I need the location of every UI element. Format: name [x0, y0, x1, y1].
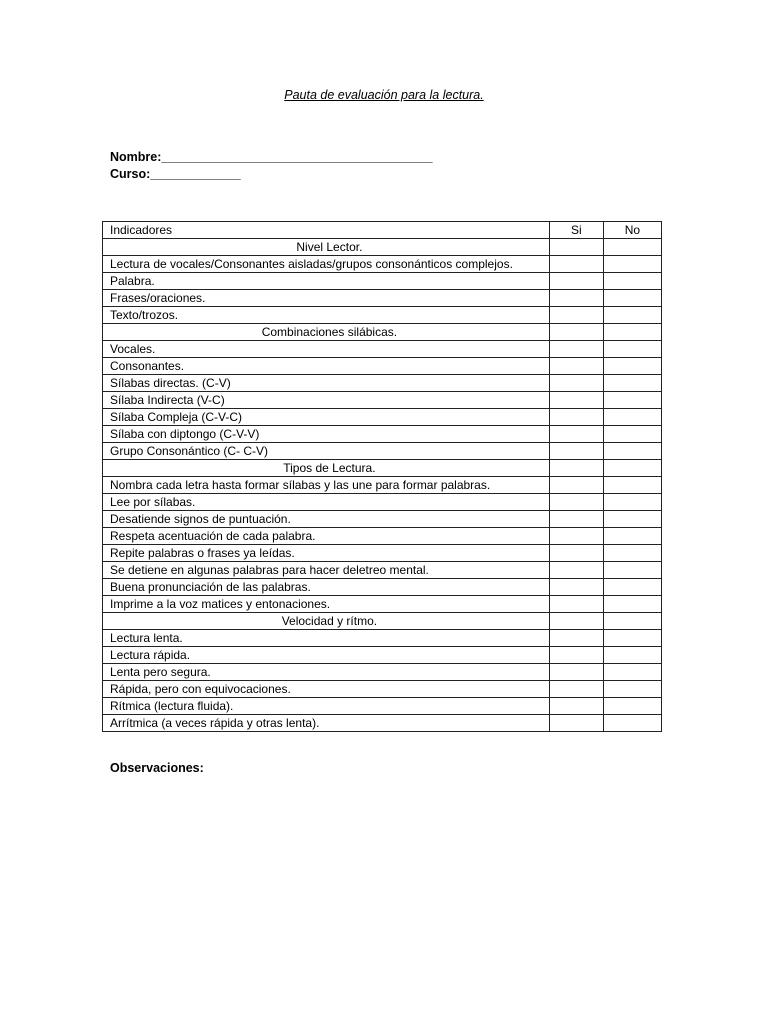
table-row: [103, 375, 662, 392]
yes-checkbox-cell[interactable]: [549, 443, 603, 460]
course-field[interactable]: Curso:_____________: [110, 167, 241, 181]
yes-checkbox-cell[interactable]: [549, 409, 603, 426]
table-row: [103, 579, 662, 596]
observations-label: Observaciones:: [110, 761, 204, 775]
indicator-label: Lenta pero segura.: [103, 664, 550, 681]
no-checkbox-cell[interactable]: [603, 528, 661, 545]
indicator-label: Se detiene en algunas palabras para hacer deletreo mental.: [103, 562, 550, 579]
indicator-label: Lectura rápida.: [103, 647, 550, 664]
yes-checkbox-cell[interactable]: [549, 341, 603, 358]
no-checkbox-cell[interactable]: [603, 392, 661, 409]
section-heading: Nivel Lector.: [103, 239, 550, 256]
indicator-label: Nombra cada letra hasta formar sílabas y las une para formar palabras.: [103, 477, 550, 494]
table-row: [103, 443, 662, 460]
yes-checkbox-cell[interactable]: [549, 375, 603, 392]
table-row: [103, 426, 662, 443]
table-row: [103, 511, 662, 528]
indicator-label: Consonantes.: [103, 358, 550, 375]
header-no: No: [603, 222, 661, 239]
yes-checkbox-cell[interactable]: [549, 698, 603, 715]
table-section-row: [103, 324, 662, 341]
yes-checkbox-cell[interactable]: [549, 545, 603, 562]
yes-checkbox-cell[interactable]: [549, 647, 603, 664]
yes-checkbox-cell[interactable]: [549, 256, 603, 273]
table-row: [103, 647, 662, 664]
table-section-row: [103, 239, 662, 256]
name-field[interactable]: Nombre:_______________________________________: [110, 150, 433, 164]
no-checkbox-cell[interactable]: [603, 596, 661, 613]
yes-checkbox-cell: [549, 239, 603, 256]
no-checkbox-cell[interactable]: [603, 630, 661, 647]
yes-checkbox-cell[interactable]: [549, 664, 603, 681]
no-checkbox-cell[interactable]: [603, 579, 661, 596]
yes-checkbox-cell[interactable]: [549, 392, 603, 409]
table-row: [103, 477, 662, 494]
indicator-label: Vocales.: [103, 341, 550, 358]
yes-checkbox-cell: [549, 460, 603, 477]
yes-checkbox-cell[interactable]: [549, 358, 603, 375]
no-checkbox-cell[interactable]: [603, 511, 661, 528]
indicator-label: Respeta acentuación de cada palabra.: [103, 528, 550, 545]
yes-checkbox-cell[interactable]: [549, 596, 603, 613]
yes-checkbox-cell[interactable]: [549, 715, 603, 732]
indicator-label: Lee por sílabas.: [103, 494, 550, 511]
no-checkbox-cell: [603, 324, 661, 341]
no-checkbox-cell[interactable]: [603, 494, 661, 511]
indicator-label: Grupo Consonántico (C- C-V): [103, 443, 550, 460]
yes-checkbox-cell[interactable]: [549, 528, 603, 545]
header-yes: Si: [549, 222, 603, 239]
no-checkbox-cell[interactable]: [603, 307, 661, 324]
no-checkbox-cell[interactable]: [603, 341, 661, 358]
table-row: [103, 596, 662, 613]
no-checkbox-cell[interactable]: [603, 426, 661, 443]
indicator-label: Imprime a la voz matices y entonaciones.: [103, 596, 550, 613]
no-checkbox-cell[interactable]: [603, 273, 661, 290]
no-checkbox-cell: [603, 239, 661, 256]
table-row: [103, 358, 662, 375]
header-indicators: Indicadores: [103, 222, 550, 239]
no-checkbox-cell[interactable]: [603, 477, 661, 494]
table-row: [103, 545, 662, 562]
no-checkbox-cell[interactable]: [603, 375, 661, 392]
table-row: [103, 409, 662, 426]
no-checkbox-cell[interactable]: [603, 290, 661, 307]
table-row: [103, 664, 662, 681]
no-checkbox-cell[interactable]: [603, 698, 661, 715]
table-row: [103, 528, 662, 545]
table-row: [103, 341, 662, 358]
indicator-label: Sílaba con diptongo (C-V-V): [103, 426, 550, 443]
indicator-label: Rítmica (lectura fluida).: [103, 698, 550, 715]
section-heading: Velocidad y rítmo.: [103, 613, 550, 630]
yes-checkbox-cell[interactable]: [549, 511, 603, 528]
yes-checkbox-cell[interactable]: [549, 426, 603, 443]
table-row: [103, 698, 662, 715]
indicator-label: Desatiende signos de puntuación.: [103, 511, 550, 528]
table-header-row: [103, 222, 662, 239]
indicator-label: Frases/oraciones.: [103, 290, 550, 307]
no-checkbox-cell[interactable]: [603, 664, 661, 681]
yes-checkbox-cell[interactable]: [549, 273, 603, 290]
no-checkbox-cell[interactable]: [603, 409, 661, 426]
section-heading: Combinaciones silábicas.: [103, 324, 550, 341]
no-checkbox-cell[interactable]: [603, 358, 661, 375]
table-row: [103, 562, 662, 579]
yes-checkbox-cell[interactable]: [549, 477, 603, 494]
table-row: [103, 630, 662, 647]
yes-checkbox-cell[interactable]: [549, 562, 603, 579]
evaluation-table: [102, 221, 662, 732]
indicator-label: Sílaba Compleja (C-V-C): [103, 409, 550, 426]
indicator-label: Arrítmica (a veces rápida y otras lenta).: [103, 715, 550, 732]
indicator-label: Sílabas directas. (C-V): [103, 375, 550, 392]
table-row: [103, 392, 662, 409]
yes-checkbox-cell[interactable]: [549, 630, 603, 647]
table-row: [103, 307, 662, 324]
table-row: [103, 256, 662, 273]
table-row: [103, 290, 662, 307]
table-section-row: [103, 613, 662, 630]
no-checkbox-cell[interactable]: [603, 647, 661, 664]
yes-checkbox-cell[interactable]: [549, 307, 603, 324]
yes-checkbox-cell: [549, 613, 603, 630]
no-checkbox-cell[interactable]: [603, 256, 661, 273]
table-row: [103, 715, 662, 732]
table-row: [103, 273, 662, 290]
yes-checkbox-cell: [549, 324, 603, 341]
indicator-label: Lectura de vocales/Consonantes aisladas/grupos consonánticos complejos.: [103, 256, 550, 273]
yes-checkbox-cell[interactable]: [549, 290, 603, 307]
indicator-label: Buena pronunciación de las palabras.: [103, 579, 550, 596]
no-checkbox-cell[interactable]: [603, 562, 661, 579]
no-checkbox-cell[interactable]: [603, 545, 661, 562]
yes-checkbox-cell[interactable]: [549, 579, 603, 596]
indicator-label: Rápida, pero con equivocaciones.: [103, 681, 550, 698]
no-checkbox-cell[interactable]: [603, 443, 661, 460]
table-row: [103, 494, 662, 511]
yes-checkbox-cell[interactable]: [549, 681, 603, 698]
table-section-row: [103, 460, 662, 477]
yes-checkbox-cell[interactable]: [549, 494, 603, 511]
indicator-label: Sílaba Indirecta (V-C): [103, 392, 550, 409]
no-checkbox-cell: [603, 613, 661, 630]
no-checkbox-cell[interactable]: [603, 715, 661, 732]
no-checkbox-cell[interactable]: [603, 681, 661, 698]
indicator-label: Texto/trozos.: [103, 307, 550, 324]
indicator-label: Palabra.: [103, 273, 550, 290]
table-row: [103, 681, 662, 698]
indicator-label: Lectura lenta.: [103, 630, 550, 647]
section-heading: Tipos de Lectura.: [103, 460, 550, 477]
indicator-label: Repite palabras o frases ya leídas.: [103, 545, 550, 562]
page-title: Pauta de evaluación para la lectura.: [284, 88, 484, 102]
no-checkbox-cell: [603, 460, 661, 477]
